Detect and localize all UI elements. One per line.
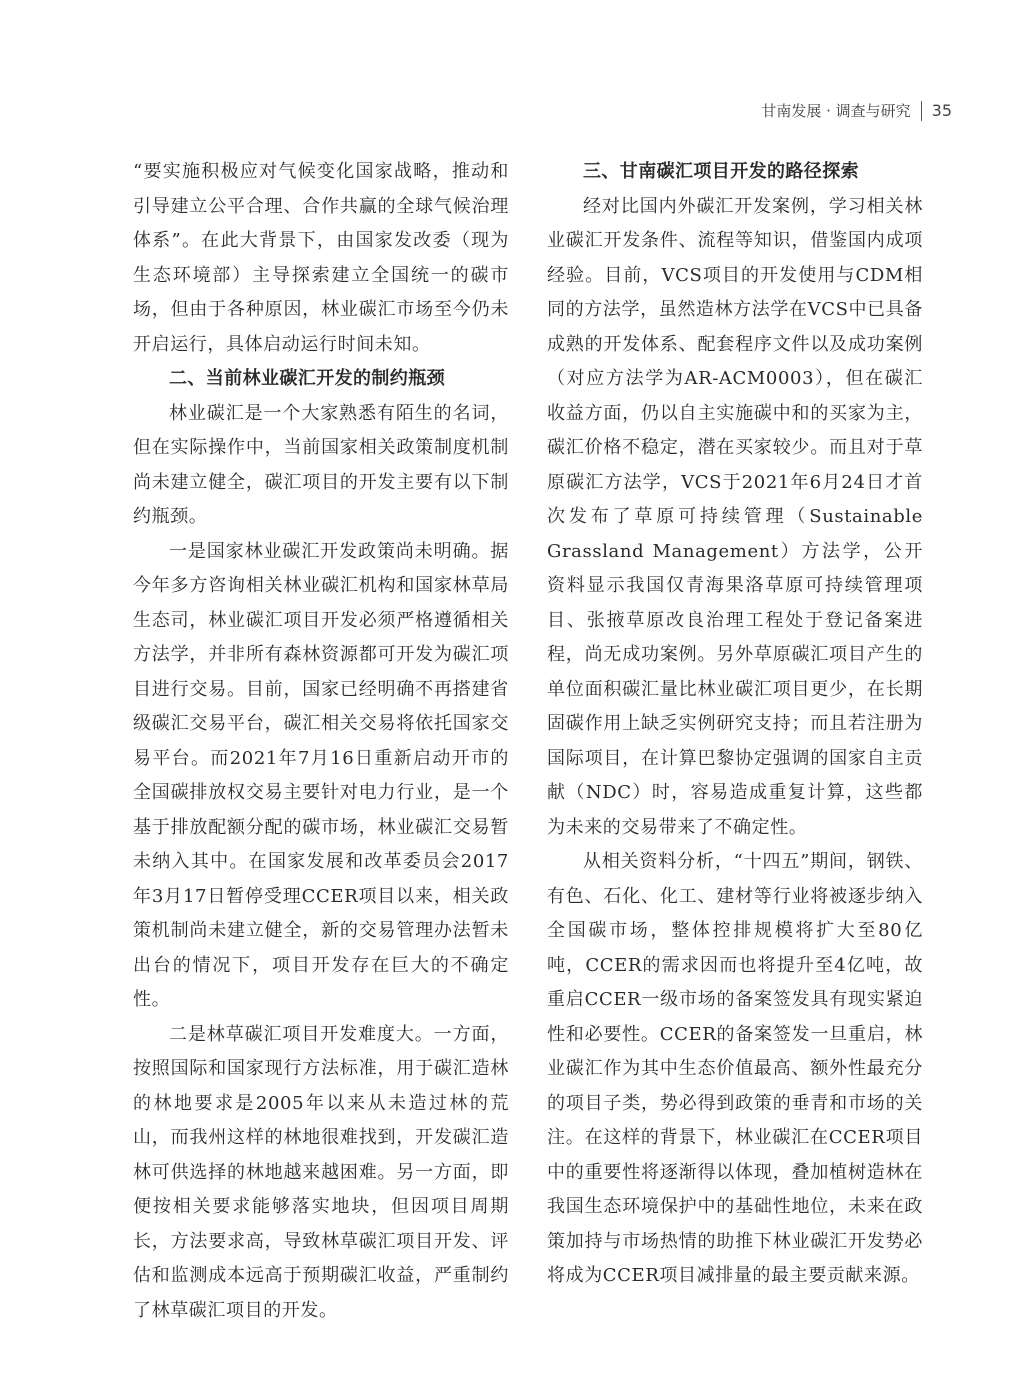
paragraph-outlook: 从相关资料分析，“十四五”期间，钢铁、有色、石化、化工、建材等行业将被逐步纳入全国碳市场，整体控排规模将扩大至80亿吨，CCER的需求因而也将提升至4亿吨，故重启CCER一级市场的备案签发具有现实紧迫性和必要性。CCER的备案签发一旦重启，林业碳汇作为其中生态价值最高、额外性最充分的项目子类，势必得到政策的垂青和市场的关注。在这样的背景下，林业碳汇在CCER项目中的重要性将逐渐得以体现，叠加植树造林在我国生态环境保护中的基础性地位，未来在政策加持与市场热情的助推下林业碳汇开发势必将成为CCER项目减排量的最主要贡献来源。	[547, 851, 923, 1286]
header-divider	[921, 101, 922, 121]
left-column	[133, 155, 509, 1328]
right-column	[547, 155, 923, 1294]
paragraph-bottlenecks-intro: 林业碳汇是一个大家熟悉有陌生的名词，但在实际操作中，当前国家相关政策制度机制尚未建立健全，碳汇项目的开发主要有以下制约瓶颈。	[133, 402, 509, 527]
running-header	[761, 100, 952, 121]
paragraph-path-exploration: 经对比国内外碳汇开发案例，学习相关林业碳汇开发条件、流程等知识，借鉴国内成项经验。目前，VCS项目的开发使用与CDM相同的方法学，虽然造林方法学在VCS中已具备成熟的开发体系、配套程序文件以及成功案例（对应方法学为AR-ACM0003），但在碳汇收益方面，仍以自主实施碳中和的买家为主，碳汇价格不稳定，潜在买家较少。而且对于草原碳汇方法学，VCS于2021年6月24日才首次发布了草原可持续管理（Sustainable Grassland Management）方法学，公开资料显示我国仅青海果洛草原可持续管理项目、张掖草原改良治理工程处于登记备案进程，尚无成功案例。另外草原碳汇项目产生的单位面积碳汇量比林业碳汇项目更少，在长期固碳作用上缺乏实例研究支持；而且若注册为国际项目，在计算巴黎协定强调的国家自主贡献（NDC）时，容易造成重复计算，这些都为未来的交易带来了不确定性。	[547, 195, 923, 838]
section-heading-3: 三、甘南碳汇项目开发的路径探索	[583, 161, 859, 182]
running-title: 甘南发展 · 调查与研究	[761, 102, 911, 120]
paragraph-intro-continued: “要实施积极应对气候变化国家战略，推动和引导建立公平合理、合作共赢的全球气候治理体系”。在此大背景下，由国家发改委（现为生态环境部）主导探索建立全国统一的碳市场，但由于各种原因，林业碳汇市场至今仍未开启运行，具体启动运行时间未知。	[133, 161, 509, 355]
page-number: 35	[931, 101, 952, 120]
paragraph-policy-unclear: 一是国家林业碳汇开发政策尚未明确。据今年多方咨询相关林业碳汇机构和国家林草局生态司，林业碳汇项目开发必须严格遵循相关方法学，并非所有森林资源都可开发为碳汇项目进行交易。目前，国家已经明确不再搭建省级碳汇交易平台，碳汇相关交易将依托国家交易平台。而2021年7月16日重新启动开市的全国碳排放权交易主要针对电力行业，是一个基于排放配额分配的碳市场，林业碳汇交易暂未纳入其中。在国家发展和改革委员会2017年3月17日暂停受理CCER项目以来，相关政策机制尚未建立健全，新的交易管理办法暂未出台的情况下，项目开发存在巨大的不确定性。	[133, 540, 509, 1010]
paragraph-development-difficulty: 二是林草碳汇项目开发难度大。一方面，按照国际和国家现行方法标准，用于碳汇造林的林地要求是2005年以来从未造过林的荒山，而我州这样的林地很难找到，开发碳汇造林可供选择的林地越来越困难。另一方面，即便按相关要求能够落实地块，但因项目周期长，方法要求高，导致林草碳汇项目开发、评估和监测成本远高于预期碳汇收益，严重制约了林草碳汇项目的开发。	[133, 1023, 509, 1321]
section-heading-2: 二、当前林业碳汇开发的制约瓶颈	[169, 368, 445, 389]
